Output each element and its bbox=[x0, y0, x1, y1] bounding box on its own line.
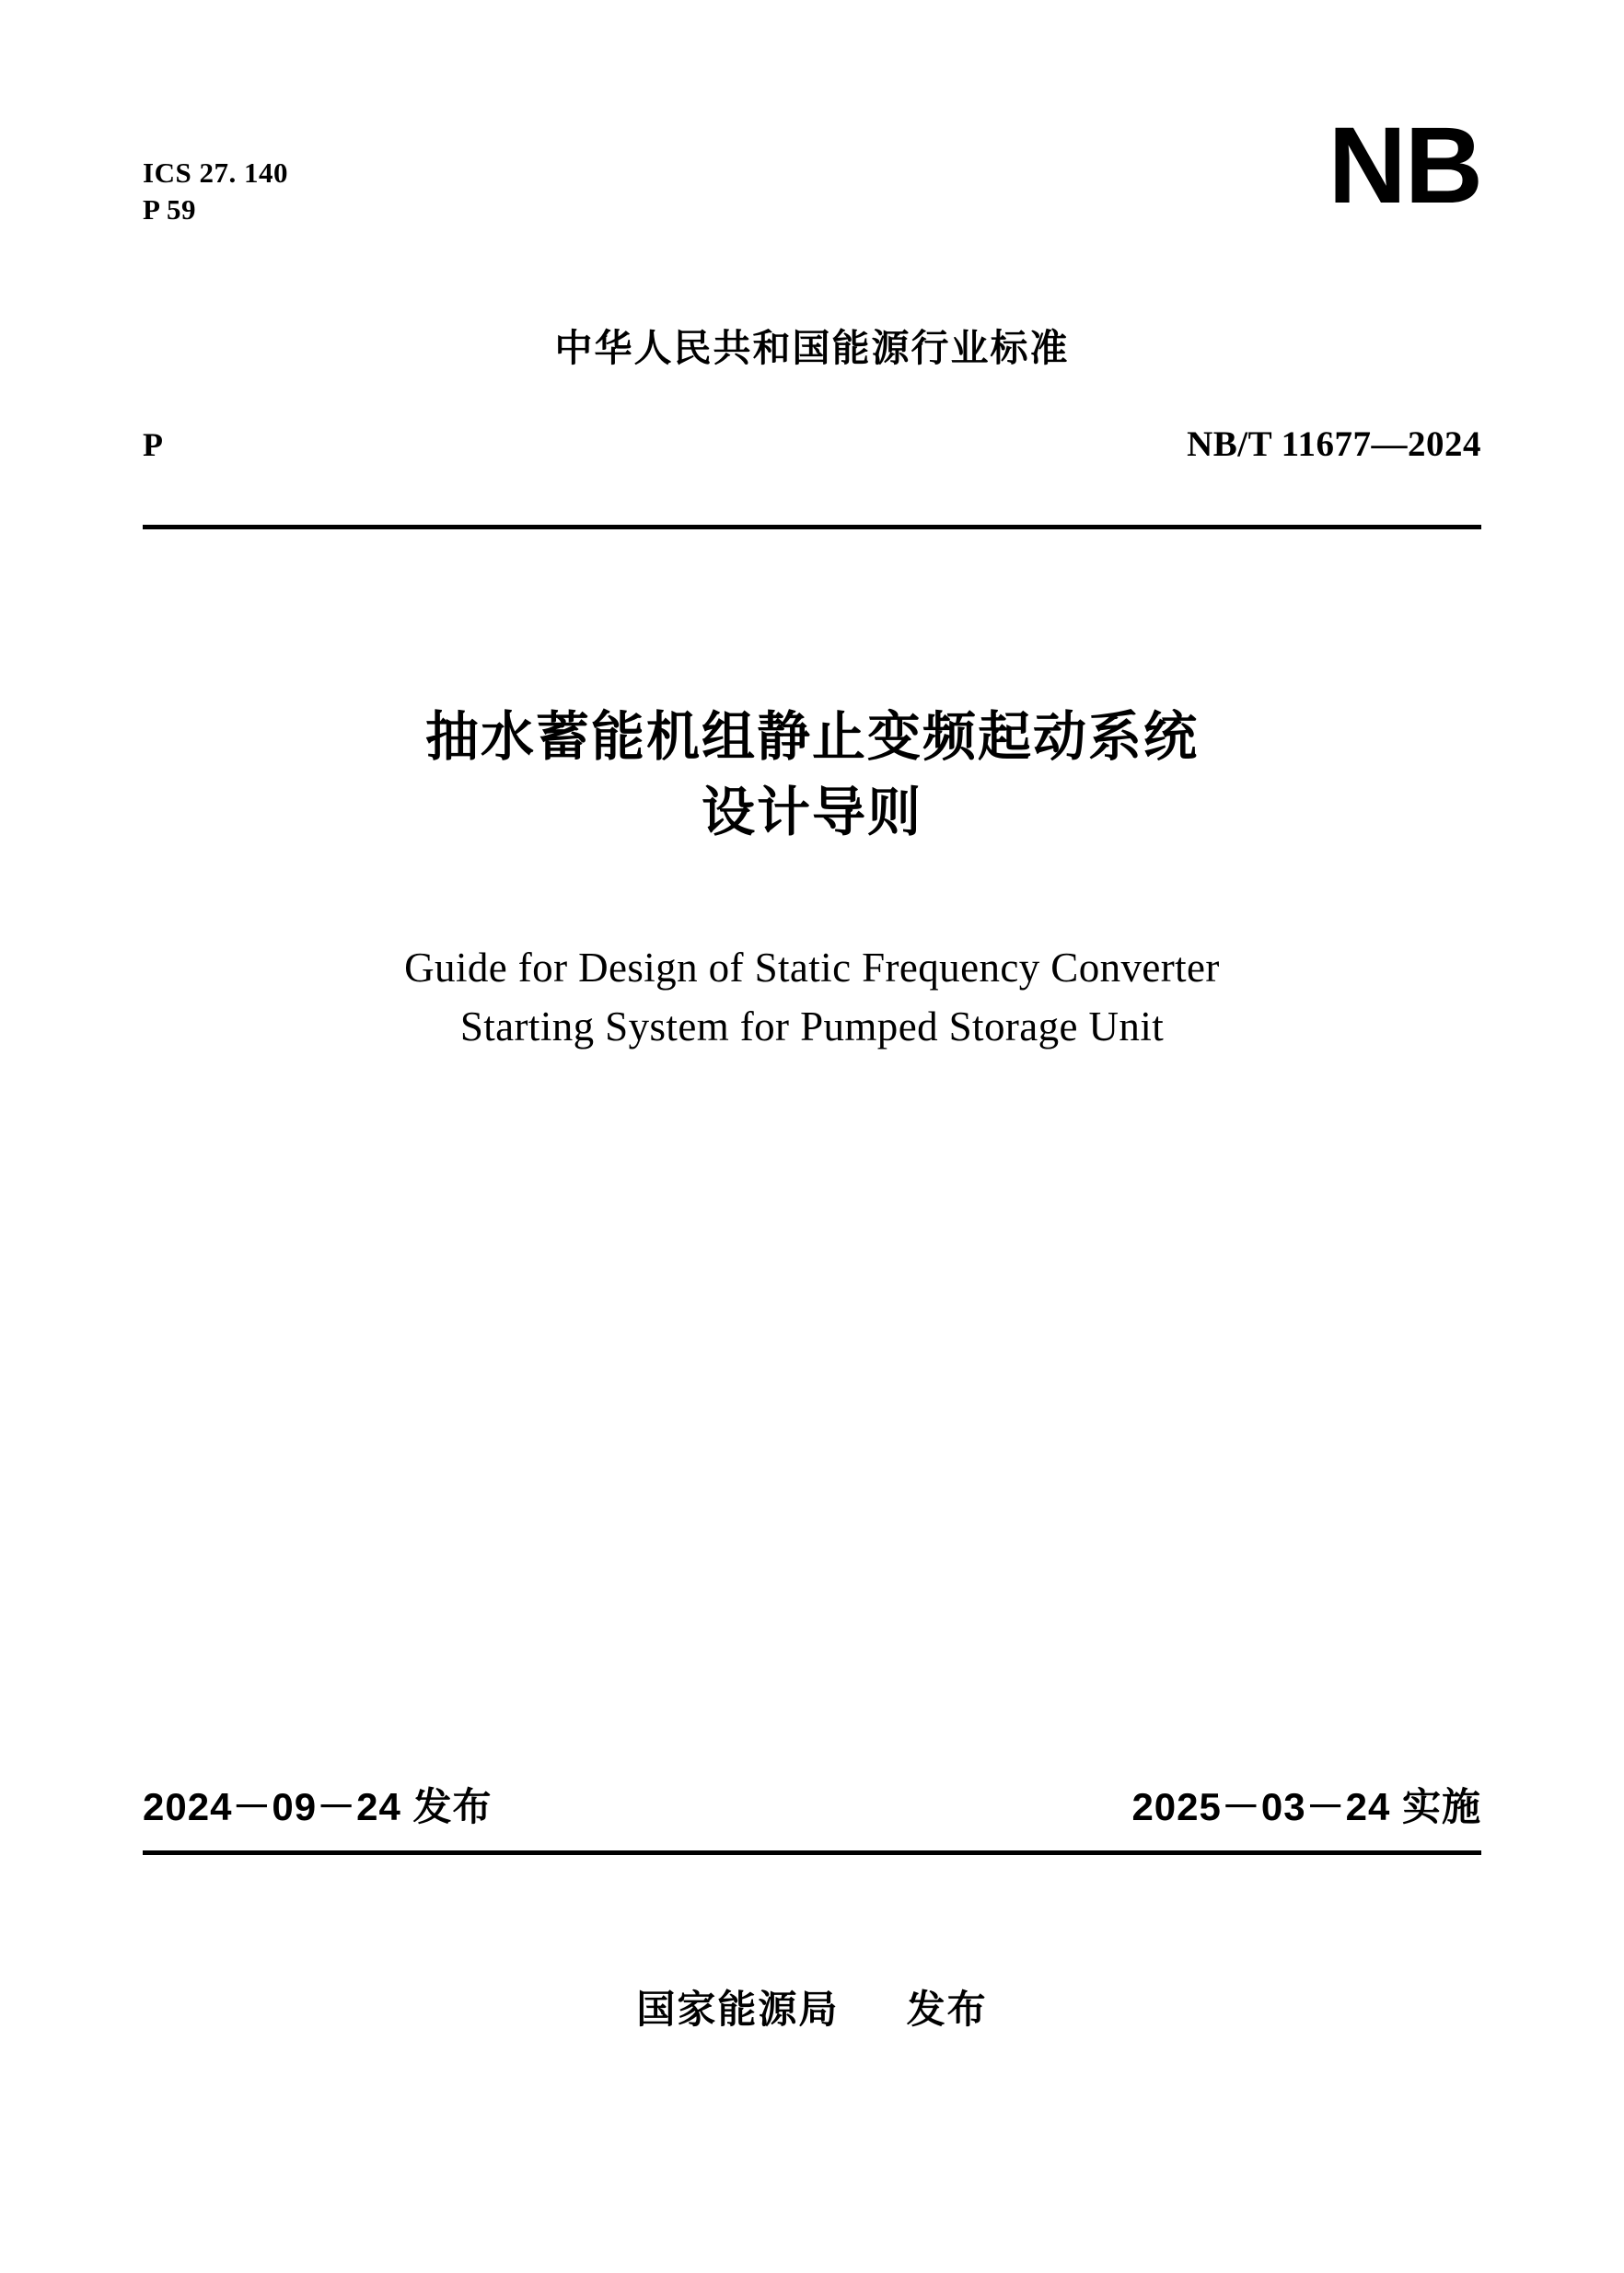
issuer-name: 国家能源局 bbox=[636, 1988, 840, 2031]
standard-number: NB/T 11677—2024 bbox=[1187, 424, 1481, 464]
issuer-line bbox=[0, 1979, 1624, 2035]
ics-number: ICS 27. 140 bbox=[143, 157, 288, 189]
ics-classification-block bbox=[143, 155, 288, 229]
title-chinese bbox=[143, 700, 1481, 852]
issue-date: 2024－09－24 发布 bbox=[143, 1785, 493, 1828]
title-english-line-2: Starting System for Pumped Storage Unit bbox=[459, 1003, 1165, 1050]
title-chinese-line-1: 抽水蓄能机组静止变频起动系统 bbox=[424, 707, 1199, 767]
title-english-line-1: Guide for Design of Static Frequency Converter bbox=[404, 945, 1220, 991]
title-chinese-line-2: 设计导则 bbox=[701, 783, 922, 843]
nb-logo: NB bbox=[1328, 105, 1481, 226]
issuing-organization-title: 中华人民共和国能源行业标准 bbox=[554, 327, 1070, 369]
standard-code-row bbox=[143, 423, 1481, 465]
category-letter: P bbox=[143, 426, 163, 463]
header-divider-rule bbox=[143, 525, 1481, 529]
issuer-action: 发布 bbox=[906, 1988, 988, 2031]
classification-code: P 59 bbox=[143, 193, 196, 226]
dates-row bbox=[143, 1777, 1481, 1832]
footer-divider-rule bbox=[143, 1850, 1481, 1855]
title-english bbox=[184, 939, 1440, 1057]
cover-top-row bbox=[143, 105, 1481, 229]
implementation-date: 2025－03－24 实施 bbox=[1131, 1785, 1481, 1828]
